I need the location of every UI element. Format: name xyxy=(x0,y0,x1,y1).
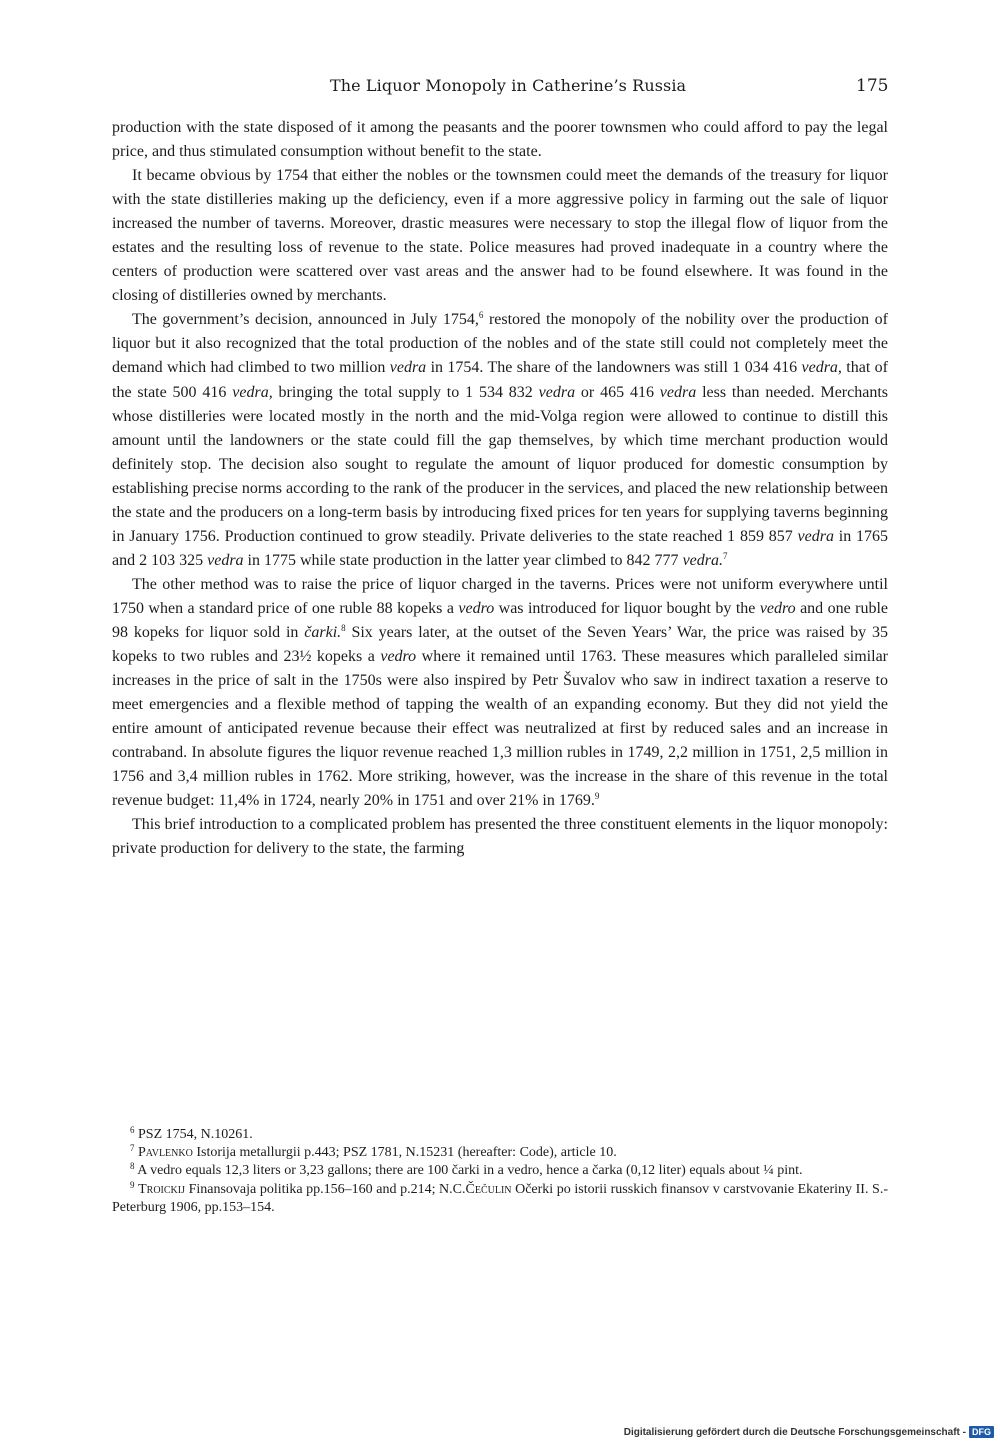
footnote-ref-9: 9 xyxy=(594,791,600,802)
footnote-ref-8: 8 xyxy=(341,622,346,633)
footnotes xyxy=(112,1126,888,1217)
page-number: 175 xyxy=(856,76,889,96)
footnote-ref-7: 7 xyxy=(723,550,728,561)
body-text xyxy=(112,116,888,861)
footnote-7: $^7$ Pavlenko Istorija metallurgii p.443; PSZ 1781, N.15231 (hereafter: Code), article 10. xyxy=(130,1143,617,1161)
paragraph-2: It became obvious by 1754 that either the nobles or the townsmen could meet the demands of the treasury for liquor with the state distilleries making up the deficiency, even if a more aggressive policy in farming out the sale of liquor increased the number of taverns. Moreover, drastic measures were necessary to stop the illegal flow of liquor from the estates and the resulting loss of revenue to the state. Police measures had proved inadequate in a country where the centers of production were scattered over vast areas and the answer had to be found elsewhere. It was found in the closing of distilleries owned by merchants. xyxy=(112,167,888,305)
footnote-6: $^6$ PSZ 1754, N.10261. xyxy=(130,1125,253,1142)
digitization-credit xyxy=(624,1426,994,1438)
credit-text: Digitalisierung gefördert durch die Deutsche Forschungsgemeinschaft - xyxy=(623,1426,966,1438)
paragraph-3: The government’s decision, announced in July 1754,$^6$ restored the monopoly of the nobility over the production of liquor but it also recognized that the total production of the nobles and of the state still could not completely meet the demand which had climbed to two million vedra in 1754. The share of the landowners was still 1 034 416 vedra, that of the state 500 416 vedra, bringing the total supply to 1 534 832 vedra or 465 416 vedra less than needed. Merchants whose distilleries were located mostly in the north and the mid-Volga region were allowed to continue to distill this amount until the landowners or the state could fill the gap themselves, by which time merchant production would definitely stop. The decision also sought to regulate the amount of liquor produced for domestic consumption by establishing precise norms according to the rank of the producer in the services, and placed the new relationship between the state and the producers on a long-term basis by introducing fixed prices for ten years for supplying taverns beginning in January 1756. Production continued to grow steadily. Private deliveries to the state reached 1 859 857 vedra in 1765 and 2 103 325 vedra in 1775 while state production in the latter year climbed to 842 777 vedra.$^7$ xyxy=(112,310,889,569)
running-title: The Liquor Monopoly in Catherine’s Russia xyxy=(330,76,687,95)
dfg-logo: DFG xyxy=(969,1426,994,1438)
paragraph-1: production with the state disposed of it among the peasants and the poorer townsmen who could afford to pay the legal price, and thus stimulated consumption without benefit to the state. xyxy=(112,119,888,161)
footnote-9: $^9$ Troickij Finansovaja politika pp.156–160 and p.214; N.C.Čečulin Očerki po istorii russkich finansov v carstvovanie Ekateriny II. S.-Peterburg 1906, pp.153–154. xyxy=(112,1179,888,1215)
footnote-ref-6: 6 xyxy=(478,310,484,321)
footnote-8: $^8$ A vedro equals 12,3 liters or 3,23 gallons; there are 100 čarki in a vedro, hence a čarka (0,12 liter) equals about ¼ pint. xyxy=(130,1161,803,1179)
paragraph-4: The other method was to raise the price of liquor charged in the taverns. Prices were not uniform everywhere until 1750 when a standard price of one ruble 88 kopeks a vedro was introduced for liquor bought by the vedro and one ruble 98 kopeks for liquor sold in čarki.$^8$ Six years later, at the outset of the Seven Years’ War, the price was raised by 35 kopeks to two rubles and 23½ kopeks a vedro where it remained until 1763. These measures which paralleled similar increases in the price of salt in the 1750s were also inspired by Petr Šuvalov who saw in indirect taxation a reserve to meet emergencies and a flexible method of tapping the wealth of an expanding economy. But they did not yield the entire amount of anticipated revenue because their effect was neutralized at first by reduced sales and an increase in contraband. In absolute figures the liquor revenue reached 1,3 million rubles in 1749, 2,2 million in 1751, 2,5 million in 1756 and 3,4 million rubles in 1762. More striking, however, was the increase in the share of this revenue in the total revenue budget: 11,4% in 1724, nearly 20% in 1751 and over 21% in 1769.$^9$ xyxy=(112,575,889,810)
paragraph-5: This brief introduction to a complicated problem has presented the three constituent elements in the liquor monopoly: private production for delivery to the state, the farming xyxy=(112,816,888,858)
